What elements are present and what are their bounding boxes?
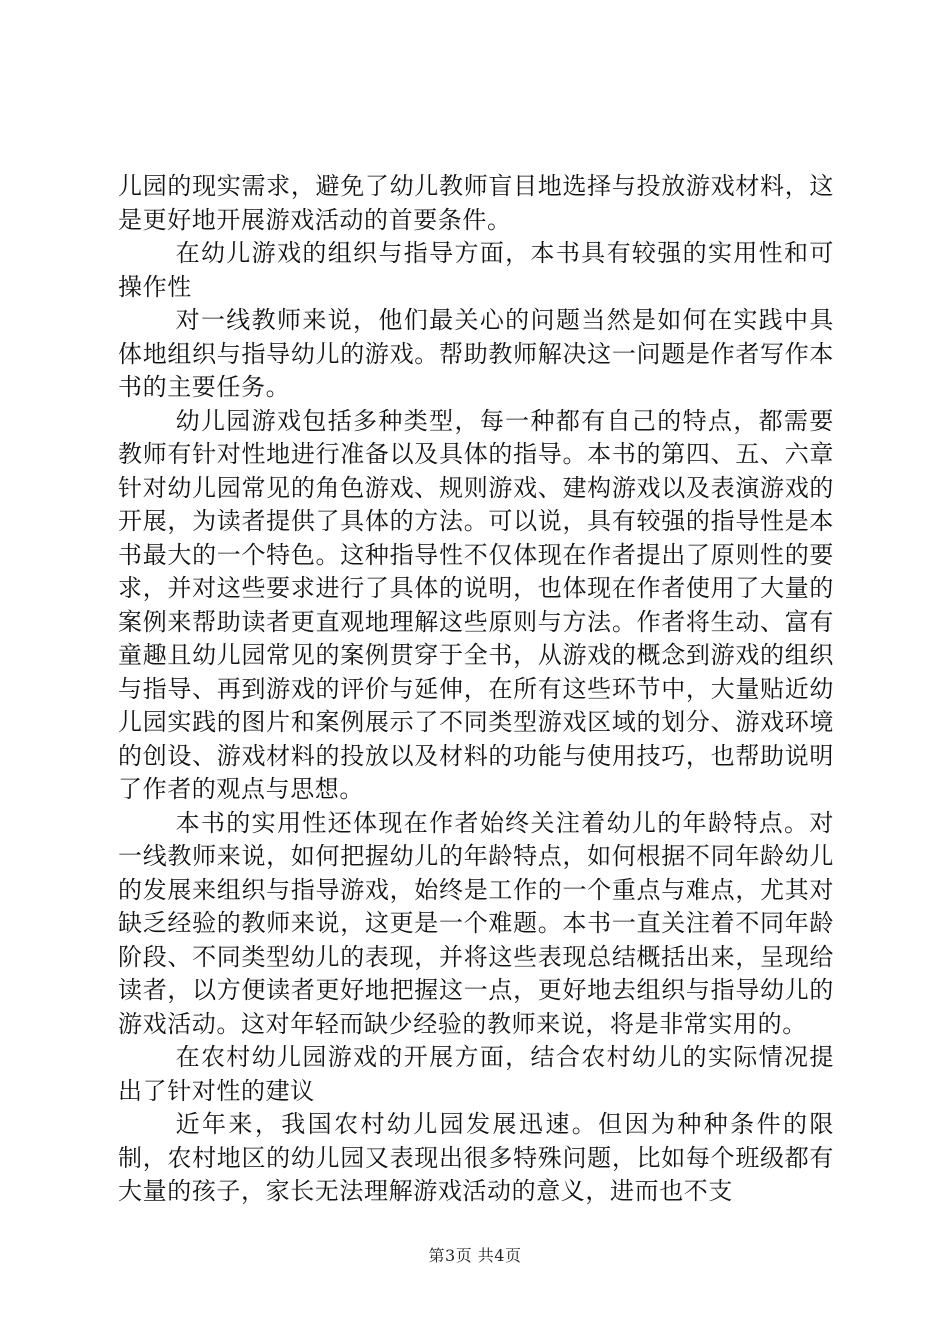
paragraph-1: 儿园的现实需求，避免了幼儿教师盲目地选择与投放游戏材料，这是更好地开展游戏活动的首要条件。 <box>118 172 834 234</box>
paragraph-4: 本书的实用性还体现在作者始终关注着幼儿的年龄特点。对一线教师来说，如何把握幼儿的年龄特点，如何根据不同年龄幼儿的发展来组织与指导游戏，始终是工作的一个重点与难点，尤其对缺乏经验的教师来说，这更是一个难题。本书一直关注着不同年龄阶段、不同类型幼儿的表现，并将这些表现总结概括出来，呈现给读者，以方便读者更好地把握这一点，更好地去组织与指导幼儿的游戏活动。这对年轻而缺少经验的教师来说，将是非常实用的。 <box>118 808 834 1038</box>
paragraph-2: 对一线教师来说，他们最关心的问题当然是如何在实践中具体地组织与指导幼儿的游戏。帮助教师解决这一问题是作者写作本书的主要任务。 <box>118 306 834 401</box>
section-heading-rural-kindergarten: 在农村幼儿园游戏的开展方面，结合农村幼儿的实际情况提出了针对性的建议 <box>118 1043 834 1105</box>
paragraph-3: 幼儿园游戏包括多种类型，每一种都有自己的特点，都需要教师有针对性地进行准备以及具体的指导。本书的第四、五、六章针对幼儿园常见的角色游戏、规则游戏、建构游戏以及表演游戏的开展，为读者提供了具体的方法。可以说，具有较强的指导性是本书最大的一个特色。这种指导性不仅体现在作者提出了原则性的要求，并对这些要求进行了具体的说明，也体现在作者使用了大量的案例来帮助读者更直观地理解这些原则与方法。作者将生动、富有童趣且幼儿园常见的案例贯穿于全书，从游戏的概念到游戏的组织与指导、再到游戏的评价与延伸，在所有这些环节中，大量贴近幼儿园实践的图片和案例展示了不同类型游戏区域的划分、游戏环境的创设、游戏材料的投放以及材料的功能与使用技巧，也帮助说明了作者的观点与思想。 <box>118 406 834 803</box>
document-body <box>118 170 834 1209</box>
page-number-footer: 第3页 共4页 <box>428 1246 522 1265</box>
paragraph-5: 近年来，我国农村幼儿园发展迅速。但因为种种条件的限制，农村地区的幼儿园又表现出很多特殊问题，比如每个班级都有大量的孩子，家长无法理解游戏活动的意义，进而也不支 <box>118 1110 834 1205</box>
section-heading-organization-guidance: 在幼儿游戏的组织与指导方面，本书具有较强的实用性和可操作性 <box>118 239 834 301</box>
